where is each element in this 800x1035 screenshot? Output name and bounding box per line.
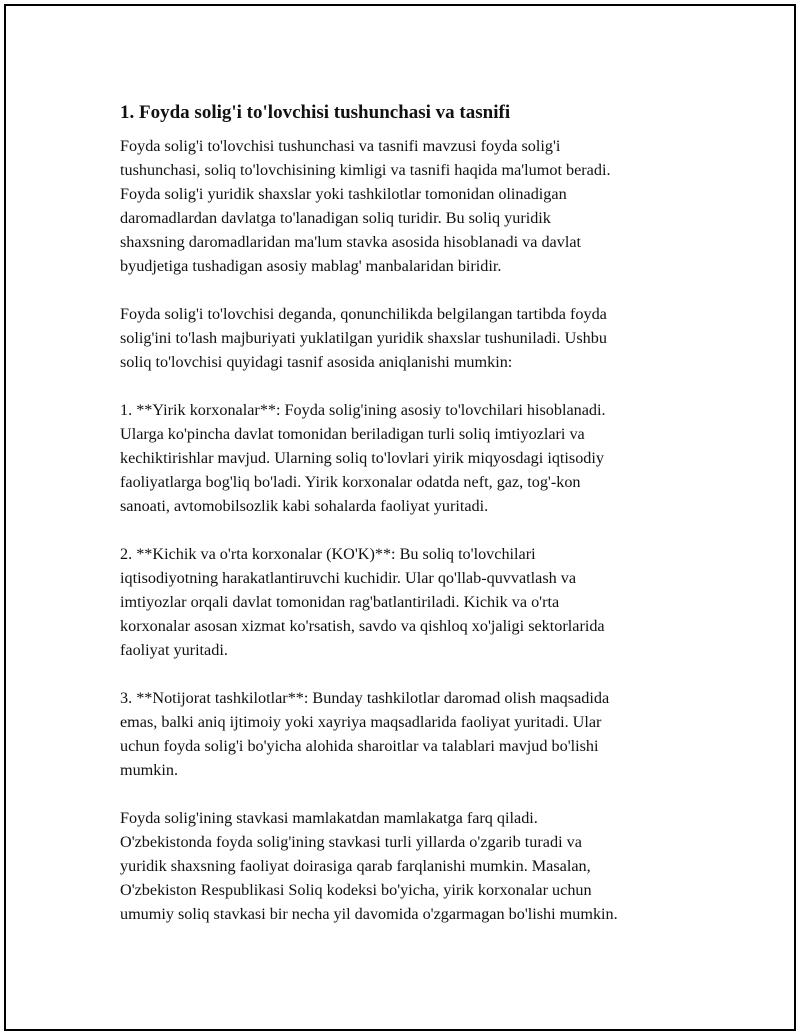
text-line: faoliyatlarga bog'liq bo'ladi. Yirik korxonalar odatda neft, gaz, tog'-kon <box>120 473 581 491</box>
text-line: solig'ini to'lash majburiyati yuklatilgan yuridik shaxslar tushuniladi. Ushbu <box>120 329 607 347</box>
text-line: 2. **Kichik va o'rta korxonalar (KO'K)**: Bu soliq to'lovchilari <box>120 545 536 563</box>
text-line: daromadlardan davlatga to'lanadigan soliq turidir. Bu soliq yuridik <box>120 209 551 227</box>
text-line: Foyda solig'i to'lovchisi tushunchasi va tasnifi mavzusi foyda solig'i <box>120 137 561 155</box>
paragraph-item-small-medium <box>120 542 700 662</box>
text-line: mumkin. <box>120 761 179 779</box>
text-line: kechiktirishlar mavjud. Ularning soliq to'lovlari yirik miqyosdagi iqtisodiy <box>120 449 604 467</box>
paragraph-item-large-enterprises <box>120 398 700 518</box>
text-line: umumiy soliq stavkasi bir necha yil davomida o'zgarmagan bo'lishi mumkin. <box>120 905 618 923</box>
text-line: korxonalar asosan xizmat ko'rsatish, savdo va qishloq xo'jaligi sektorlarida <box>120 617 605 635</box>
paragraph-item-nonprofit <box>120 686 700 782</box>
text-line: faoliyat yuritadi. <box>120 641 228 659</box>
text-line: yuridik shaxsning faoliyat doirasiga qarab farqlanishi mumkin. Masalan, <box>120 857 591 875</box>
text-line: iqtisodiyotning harakatlantiruvchi kuchidir. Ular qo'llab-quvvatlash va <box>120 569 577 587</box>
paragraph-intro <box>120 134 700 278</box>
text-line: soliq to'lovchisi quyidagi tasnif asosida aniqlanishi mumkin: <box>120 353 513 371</box>
text-line: emas, balki aniq ijtimoiy yoki xayriya maqsadlarida faoliyat yuritadi. Ular <box>120 713 602 731</box>
document-body <box>120 100 700 926</box>
text-line: Foyda solig'ining stavkasi mamlakatdan mamlakatga farq qiladi. <box>120 809 538 827</box>
text-line: tushunchasi, soliq to'lovchisining kimligi va tasnifi haqida ma'lumot beradi. <box>120 161 611 179</box>
paragraph-definition <box>120 302 700 374</box>
text-line: byudjetiga tushadigan asosiy mablag' manbalaridan biridir. <box>120 257 502 275</box>
text-line: 1. **Yirik korxonalar**: Foyda solig'ining asosiy to'lovchilari hisoblanadi. <box>120 401 606 419</box>
text-line: sanoati, avtomobilsozlik kabi sohalarda faoliyat yuritadi. <box>120 497 489 515</box>
page-frame <box>4 4 796 1031</box>
paragraph-tax-rate <box>120 806 700 926</box>
text-line: shaxsning daromadlaridan ma'lum stavka asosida hisoblanadi va davlat <box>120 233 581 251</box>
section-heading: 1. Foyda solig'i to'lovchisi tushunchasi va tasnifi <box>120 102 511 123</box>
text-line: 3. **Notijorat tashkilotlar**: Bunday tashkilotlar daromad olish maqsadida <box>120 689 610 707</box>
text-line: Ularga ko'pincha davlat tomonidan beriladigan turli soliq imtiyozlari va <box>120 425 585 443</box>
text-line: O'zbekistonda foyda solig'ining stavkasi turli yillarda o'zgarib turadi va <box>120 833 582 851</box>
text-line: uchun foyda solig'i bo'yicha alohida sharoitlar va talablari mavjud bo'lishi <box>120 737 599 755</box>
text-line: imtiyozlar orqali davlat tomonidan rag'batlantiriladi. Kichik va o'rta <box>120 593 560 611</box>
text-line: Foyda solig'i yuridik shaxslar yoki tashkilotlar tomonidan olinadigan <box>120 185 567 203</box>
text-line: Foyda solig'i to'lovchisi deganda, qonunchilikda belgilangan tartibda foyda <box>120 305 607 323</box>
text-line: O'zbekiston Respublikasi Soliq kodeksi bo'yicha, yirik korxonalar uchun <box>120 881 592 899</box>
